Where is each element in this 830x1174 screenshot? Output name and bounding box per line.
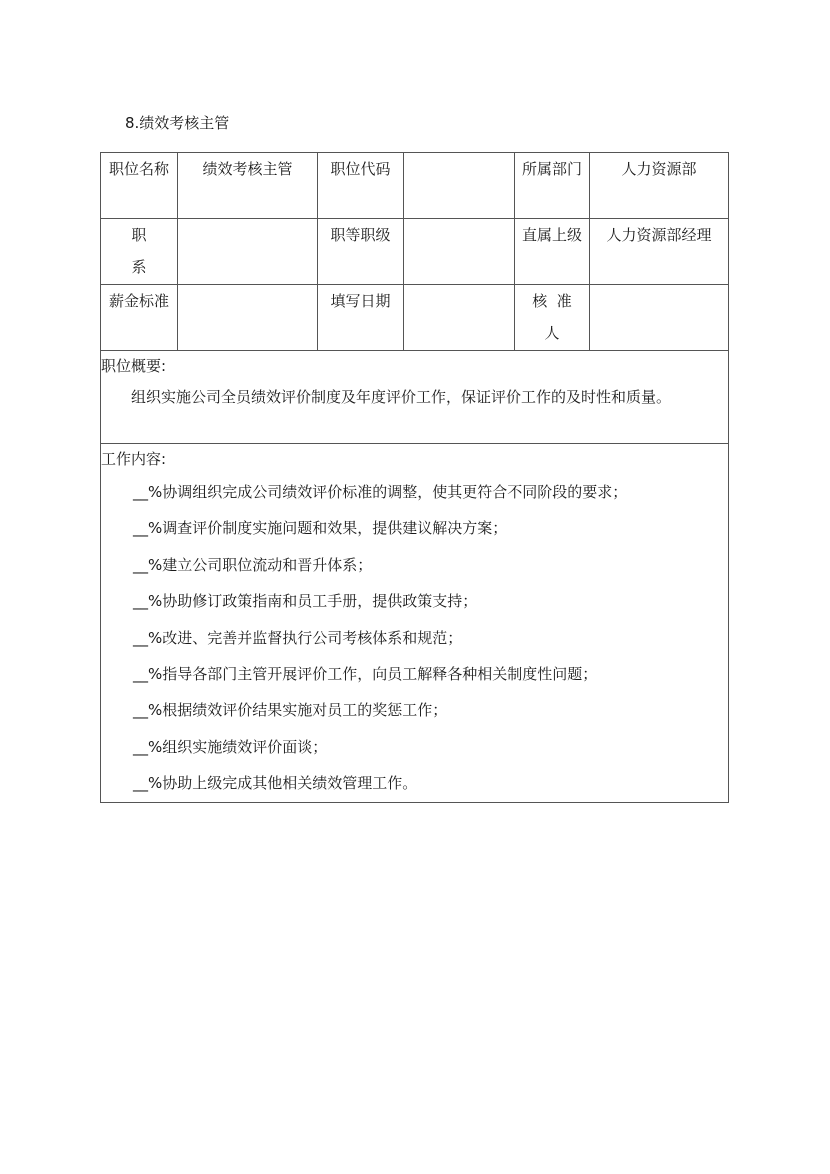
approver-label-line1: 核 准 [532, 292, 572, 310]
position-name-label: 职位名称 [101, 153, 178, 219]
position-code-value [404, 153, 515, 219]
list-item: __%改进、完善并监督执行公司考核体系和规范； [133, 628, 463, 647]
approver-label-line2: 人 [544, 324, 560, 342]
table-row [101, 444, 729, 803]
supervisor-value: 人力资源部经理 [590, 219, 729, 285]
salary-standard-value [178, 285, 318, 351]
table-row [101, 153, 729, 219]
duties-list [101, 474, 728, 802]
supervisor-label: 直属上级 [515, 219, 590, 285]
list-item: __%根据绩效评价结果实施对员工的奖惩工作； [133, 701, 448, 720]
section-title: 8.绩效考核主管 [125, 114, 230, 132]
salary-standard-label: 薪金标准 [101, 285, 178, 351]
fill-date-value [404, 285, 515, 351]
list-item: __%协助上级完成其他相关绩效管理工作。 [133, 774, 418, 793]
job-family-label-line2: 系 [131, 258, 147, 276]
summary-text: 组织实施公司全员绩效评价制度及年度评价工作，保证评价工作的及时性和质量。 [131, 388, 672, 406]
list-item: __%建立公司职位流动和晋升体系； [133, 555, 373, 574]
job-grade-label: 职等职级 [318, 219, 404, 285]
position-name-value: 绩效考核主管 [178, 153, 318, 219]
department-value: 人力资源部 [590, 153, 729, 219]
summary-title: 职位概要: [101, 357, 167, 375]
approver-value [590, 285, 729, 351]
duties-section [101, 444, 729, 803]
job-family-label [101, 219, 178, 285]
summary-section [101, 351, 729, 444]
job-description-table [100, 152, 729, 803]
position-code-label: 职位代码 [318, 153, 404, 219]
approver-label [515, 285, 590, 351]
table-row [101, 351, 729, 444]
list-item: __%协助修订政策指南和员工手册，提供政策支持； [133, 592, 478, 611]
duties-title: 工作内容: [101, 450, 167, 468]
table-row [101, 219, 729, 285]
job-grade-value [404, 219, 515, 285]
department-label: 所属部门 [515, 153, 590, 219]
list-item: __%指导各部门主管开展评价工作，向员工解释各种相关制度性问题； [133, 665, 598, 684]
list-item: __%调查评价制度实施问题和效果，提供建议解决方案； [133, 519, 508, 538]
list-item: __%协调组织完成公司绩效评价标准的调整，使其更符合不同阶段的要求； [133, 483, 628, 501]
table-row [101, 285, 729, 351]
list-item: __%组织实施绩效评价面谈； [133, 737, 328, 756]
job-family-value [178, 219, 318, 285]
job-family-label-line1: 职 [131, 226, 147, 244]
fill-date-label: 填写日期 [318, 285, 404, 351]
